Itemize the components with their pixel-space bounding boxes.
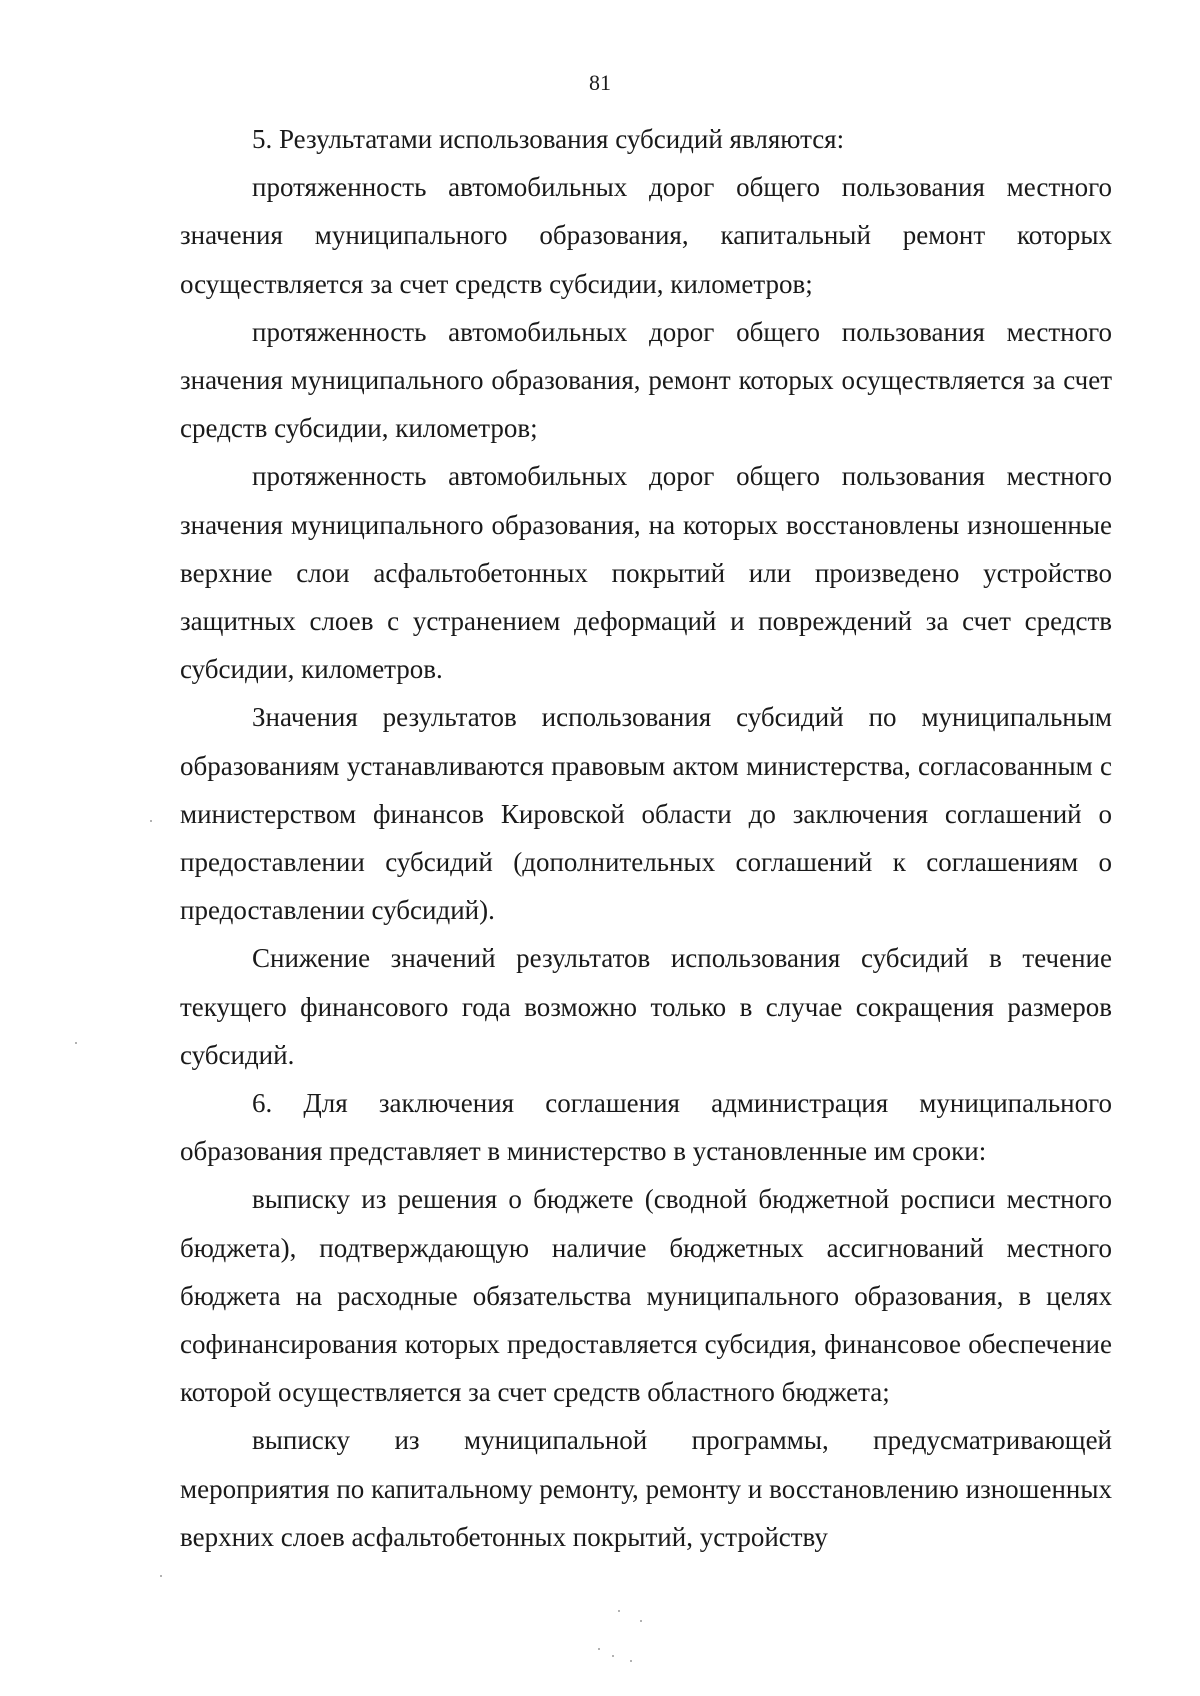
scan-speck bbox=[150, 820, 152, 822]
document-body bbox=[180, 115, 1112, 1561]
scan-speck bbox=[612, 1655, 614, 1657]
paragraph-section-6: 6. Для заключения соглашения администрация муниципального образования представляет в министерство в установленные им сроки: bbox=[180, 1088, 1112, 1167]
scan-speck bbox=[630, 1660, 632, 1662]
scan-speck bbox=[640, 1620, 642, 1622]
paragraph-restoration: протяженность автомобильных дорог общего пользования местного значения муниципального образования, на которых восстановлены изношенные верхние слои асфальтобетонных покрытий или произведено устройство защитных слоев с устранением деформаций и повреждений за счет средств субсидии, километров. bbox=[180, 461, 1112, 685]
paragraph-repair: протяженность автомобильных дорог общего пользования местного значения муниципального образования, ремонт которых осуществляется за счет средств субсидии, километров; bbox=[180, 316, 1112, 444]
scan-speck bbox=[598, 1648, 600, 1650]
scan-speck bbox=[160, 1575, 162, 1577]
paragraph-budget-extract: выписку из решения о бюджете (сводной бюджетной росписи местного бюджета), подтверждающую наличие бюджетных ассигнований местного бюджета на расходные обязательства муниципального образования, в целях софинансирования которых предоставляется субсидия, финансовое обеспечение которой осуществляется за счет средств областного бюджета; bbox=[180, 1184, 1112, 1408]
paragraph-result-values: Значения результатов использования субсидий по муниципальным образованиям устанавливаются правовым актом министерства, согласованным с министерством финансов Кировской области до заключения соглашений о предоставлении субсидий (дополнительных соглашений к соглашениям о предоставлении субсидий). bbox=[180, 702, 1112, 926]
page-number: 81 bbox=[589, 70, 611, 95]
paragraph-capital-repair: протяженность автомобильных дорог общего пользования местного значения муниципального образования, капитальный ремонт которых осуществляется за счет средств субсидии, километров; bbox=[180, 172, 1112, 299]
paragraph-program-extract: выписку из муниципальной программы, предусматривающей мероприятия по капитальному ремонту, ремонту и восстановлению изношенных верхних слоев асфальтобетонных покрытий, устройству bbox=[180, 1425, 1112, 1552]
scan-speck bbox=[618, 1610, 620, 1612]
paragraph-reduction: Снижение значений результатов использования субсидий в течение текущего финансового года возможно только в случае сокращения размеров субсидий. bbox=[180, 943, 1112, 1070]
paragraph-results-heading: 5. Результатами использования субсидий являются: bbox=[252, 124, 845, 154]
scan-speck bbox=[75, 1042, 77, 1044]
